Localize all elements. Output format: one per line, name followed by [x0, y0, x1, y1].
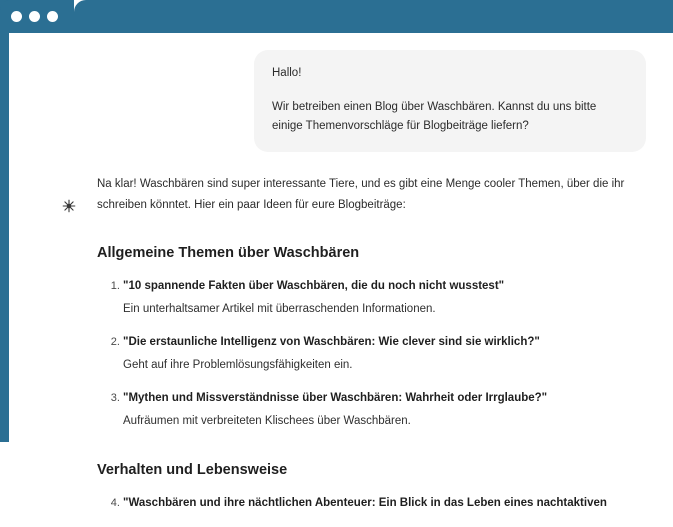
- section-heading-behavior: Verhalten und Lebensweise: [97, 462, 288, 478]
- left-rail: [0, 33, 9, 442]
- section-heading-general: Allgemeine Themen über Waschbären: [97, 245, 360, 261]
- assistant-message-row: [9, 152, 673, 527]
- window-controls: [0, 0, 74, 33]
- user-message-row: [9, 33, 673, 152]
- topic-list-general: [97, 277, 630, 430]
- title-bar-body-inner: [74, 0, 673, 33]
- list-item-title: 3. "Mythen und Missverständnisse über Waschbären: Wahrheit oder Irrglaube?": [123, 392, 548, 404]
- title-bar: [0, 0, 673, 33]
- maximize-icon[interactable]: [47, 11, 58, 22]
- user-message-bubble: [254, 50, 646, 152]
- list-item: [123, 494, 630, 512]
- list-item-title: 2. "Die erstaunliche Intelligenz von Waschbären: Wie clever sind sie wirklich?": [123, 336, 540, 348]
- list-item: [123, 277, 630, 318]
- user-message-line-2: Wir betreiben einen Blog über Waschbären. Kannst du uns bitte einige Themenvorschläge für Blogbeiträge liefern?: [272, 101, 597, 132]
- list-item: [123, 333, 630, 374]
- list-item-description: Geht auf ihre Problemlösungsfähigkeiten ein.: [123, 359, 353, 371]
- topic-list-behavior: [97, 494, 630, 512]
- close-icon[interactable]: [11, 11, 22, 22]
- list-item-title: 4. "Waschbären und ihre nächtlichen Abenteuer: Ein Blick in das Leben eines nachtaktiven: [123, 497, 607, 509]
- user-message-line-1: Hallo!: [272, 67, 302, 79]
- minimize-icon[interactable]: [29, 11, 40, 22]
- list-item-title: 1. "10 spannende Fakten über Waschbären, die du noch nicht wusstest": [123, 280, 505, 292]
- chat-content: [9, 33, 673, 509]
- list-item-description: Aufräumen mit verbreiteten Klischees über Waschbären.: [123, 415, 411, 427]
- title-bar-body: [74, 0, 673, 33]
- list-item: [123, 389, 630, 430]
- assistant-intro-text: Na klar! Waschbären sind super interessante Tiere, und es gibt eine Menge cooler Themen, über die ihr schreiben könntet. Hier ein paar Ideen für eure Blogbeiträge:: [97, 178, 625, 211]
- assistant-message-body: [97, 174, 630, 527]
- list-item-description: Ein unterhaltsamer Artikel mit überraschenden Informationen.: [123, 303, 436, 315]
